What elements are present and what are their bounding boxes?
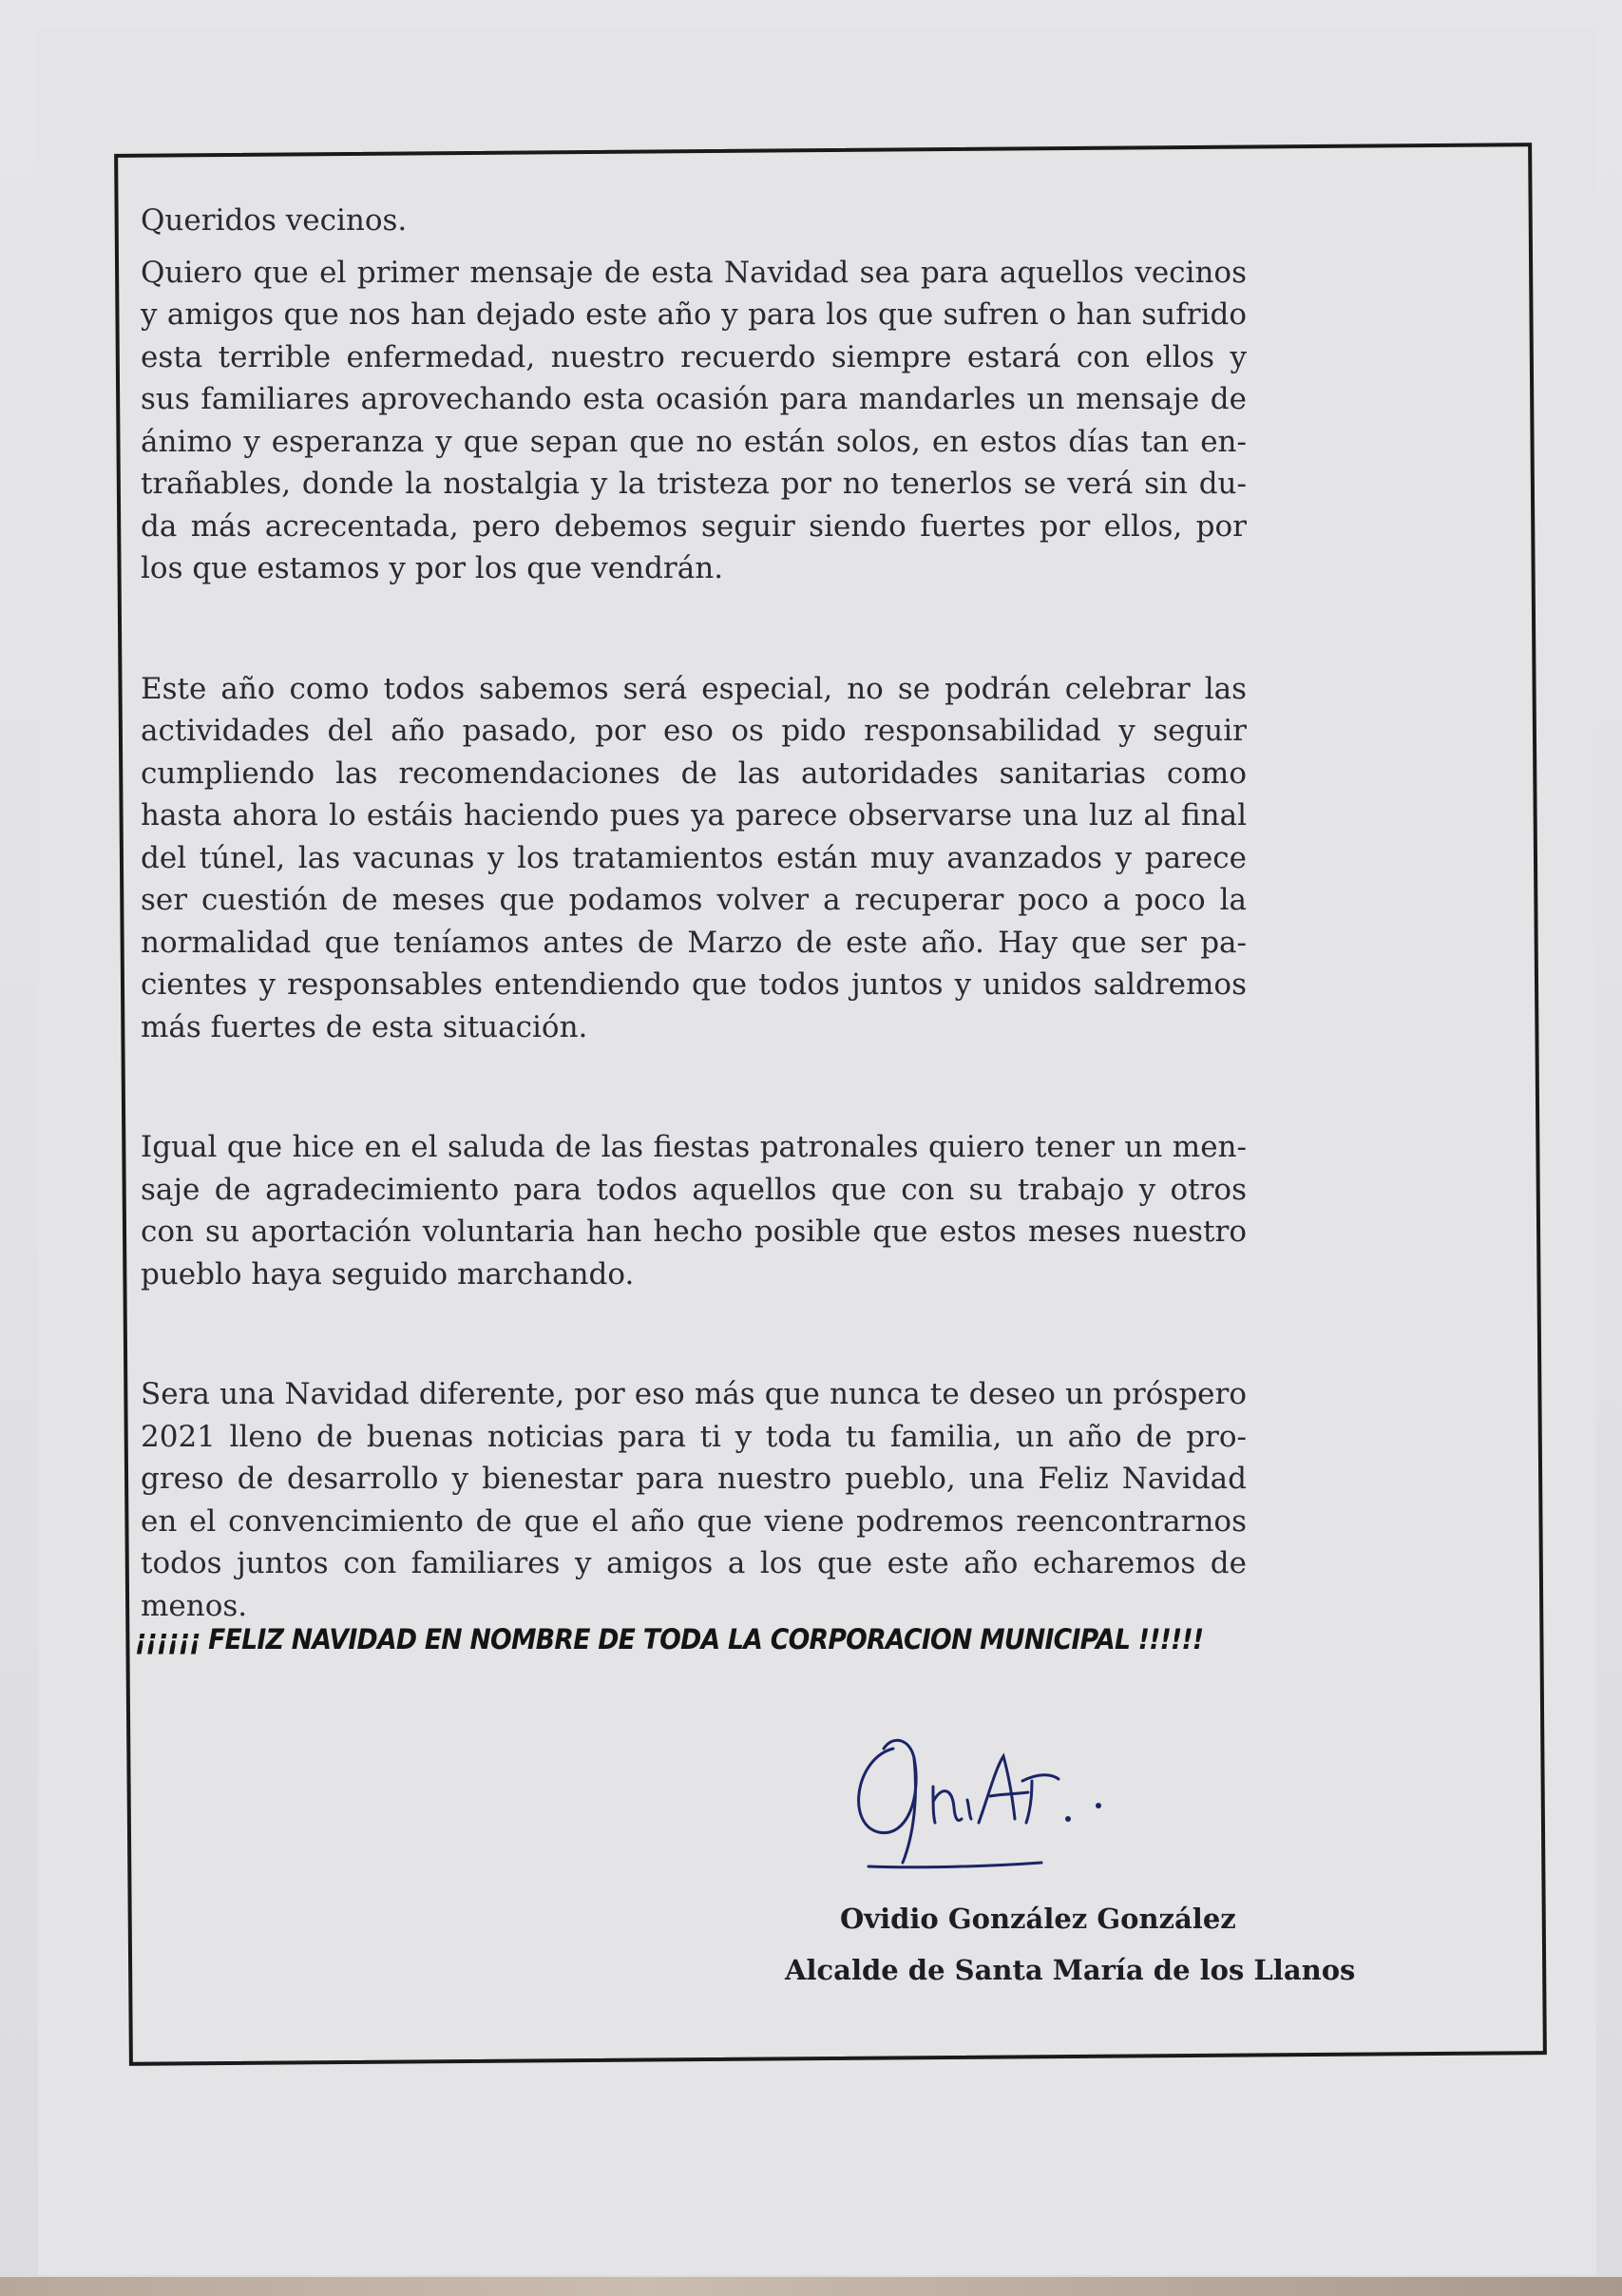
signer-title: Alcalde de Santa María de los Llanos (785, 1954, 1356, 1986)
letter-greeting: Queridos vecinos. (141, 203, 408, 238)
letter-page (38, 29, 1596, 2275)
table-edge-background (0, 2277, 1622, 2296)
letter-paragraph-1: Quiero que el primer mensaje de esta Navidad sea para aquellos vecinos y amigos que nos han dejado este año y para los que sufren o han sufrido esta terrible enfermedad, nuestro recuerdo siempre estará con ellos y sus familiares aprovechando esta ocasión para mandarles un mensaje de ánimo y esperanza y que sepan que no están solos, en estos días tan entrañables, donde la nostalgia y la tristeza por no tenerlos se verá sin duda más acrecentada, pero debemos seguir siendo fuertes por ellos, por los que estamos y por los que vendrán. (141, 255, 1247, 585)
letter-paragraph-4: Sera una Navidad diferente, por eso más que nunca te deseo un próspero 2021 lleno de buenas noticias para ti y toda tu familia, un año de progreso de desarrollo y bienestar para nuestro pueblo, una Feliz Navidad en el convencimiento de que el año que viene podremos reencontrarnos todos juntos con familiares y amigos a los que este año echaremos de menos. (141, 1377, 1247, 1623)
letter-paragraph-2: Este año como todos sabemos será especial, no se podrán celebrar las actividades del año pasado, por eso os pido responsabilidad y seguir cumpliendo las recomendaciones de las autoridades sanitarias como hasta ahora lo estáis haciendo pues ya parece observarse una luz al final del túnel, las vacunas y los tratamientos están muy avanzados y parece ser cuestión de meses que podamos volver a recuperar poco a poco la normalidad que teníamos antes de Marzo de este año. Hay que ser pacientes y responsables entendiendo que todos juntos y unidos saldremos más fuertes de esta situación. (141, 671, 1247, 1044)
closing-greeting: ¡¡¡¡¡¡ FELIZ NAVIDAD EN NOMBRE DE TODA LA CORPORACION MUNICIPAL !!!!!! (135, 1623, 1204, 1655)
letter-body (141, 200, 1247, 1627)
mayor-signature (827, 1720, 1112, 1882)
letter-paragraph-3: Igual que hice en el saluda de las fiestas patronales quiero tener un mensaje de agradecimiento para todos aquellos que con su trabajo y otros con su aportación voluntaria han hecho posible que estos meses nuestro pueblo haya seguido marchando. (141, 1130, 1247, 1292)
signer-name: Ovidio González González (840, 1903, 1236, 1935)
